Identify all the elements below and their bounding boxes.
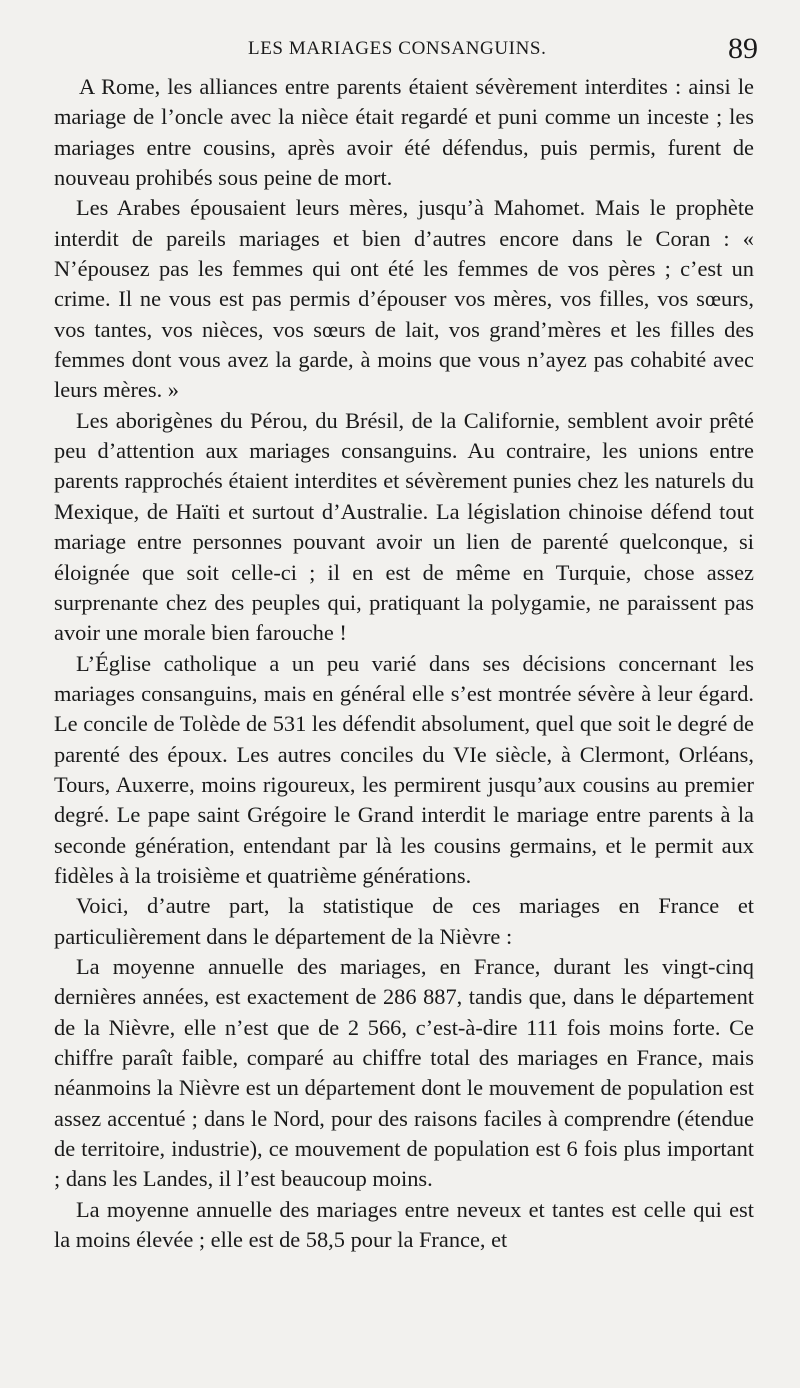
- paragraph-moyenne: La moyenne annuelle des mariages, en France, durant les vingt-cinq dernières années, est exactement de 286 887, tandis que, dans le département de la Nièvre, elle n’est que de 2 566, c’est-à-dire 111 fois moins forte. Ce chiffre paraît faible, comparé au chiffre total des mariages en France, mais néanmoins la Nièvre est un département dont le mouvement de population est assez accentué ; dans le Nord, pour des raisons faciles à comprendre (étendue de territoire, industrie), ce mouvement de population est 6 fois plus important ; dans les Landes, il l’est beaucoup moins.: [54, 953, 754, 1192]
- paragraph-rome: A Rome, les alliances entre parents étaient sévèrement interdites : ainsi le mariage de l’oncle avec la nièce était regardé et puni comme un inceste ; les mariages entre cousins, après avoir été défendus, puis permis, furent de nouveau prohibés sous peine de mort.: [54, 74, 754, 191]
- paragraph-neveux-tantes: La moyenne annuelle des mariages entre neveux et tantes est celle qui est la moins élevée ; elle est de 58,5 pour la France, et: [54, 1196, 754, 1253]
- body-text: [54, 72, 754, 1255]
- running-title: LES MARIAGES CONSANGUINS.: [248, 38, 547, 59]
- paragraph-arabes: Les Arabes épousaient leurs mères, jusqu’à Mahomet. Mais le prophète interdit de pareils mariages et bien d’autres encore dans le Coran : « N’épousez pas les femmes qui ont été les femmes de vos pères ; c’est un crime. Il ne vous est pas permis d’épouser vos mères, vos filles, vos sœurs, vos tantes, vos nièces, vos sœurs de lait, vos grand’mères et les filles des femmes dont vous avez la garde, à moins que vous n’ayez pas cohabité avec leurs mères. »: [54, 195, 754, 403]
- paragraph-statistique: Voici, d’autre part, la statistique de ces mariages en France et particulièrement dans le département de la Nièvre :: [54, 893, 754, 949]
- page-number: 89: [728, 32, 758, 65]
- paragraph-aborigenes: Les aborigènes du Pérou, du Brésil, de la Californie, semblent avoir prêté peu d’attention aux mariages consanguins. Au contraire, les unions entre parents rapprochés étaient interdites et sévèrement punies chez les naturels du Mexique, de Haïti et surtout d’Australie. La législation chinoise défend tout mariage entre personnes pouvant avoir un lien de parenté quelconque, si éloignée que soit celle-ci ; il en est de même en Turquie, chose assez surprenante chez des peuples qui, pratiquant la polygamie, ne paraissent pas avoir une morale bien farouche !: [54, 407, 754, 646]
- running-head: [0, 30, 800, 70]
- paragraph-eglise: L’Église catholique a un peu varié dans ses décisions concernant les mariages consanguins, mais en général elle s’est montrée sévère à leur égard. Le concile de Tolède de 531 les défendit absolument, quel que soit le degré de parenté des époux. Les autres conciles du VIe siècle, à Clermont, Orléans, Tours, Auxerre, moins rigoureux, les permirent jusqu’aux cousins au premier degré. Le pape saint Grégoire le Grand interdit le mariage entre parents à la seconde génération, entendant par là les cousins germains, et le permit aux fidèles à la troisième et quatrième générations.: [54, 650, 754, 888]
